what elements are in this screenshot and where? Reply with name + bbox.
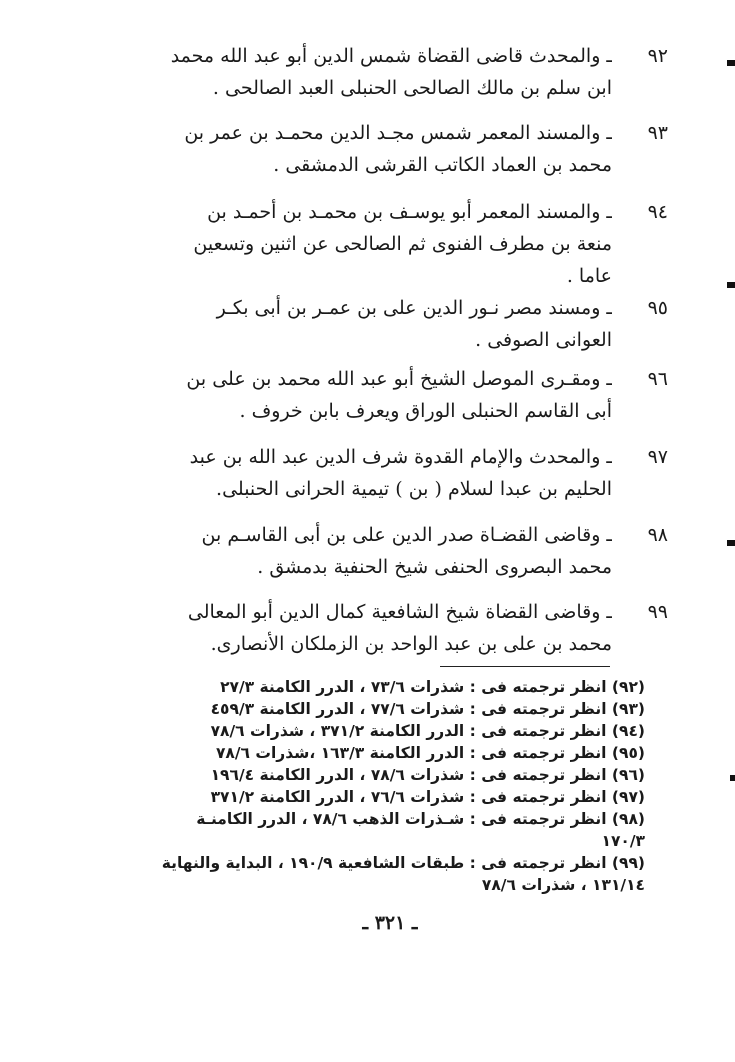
margin-mark (727, 282, 735, 288)
footnote-98: (٩٨) انظر ترجمته فى : شـذرات الذهب ٧٨/٦ ، الدرر الكامنـة (196, 810, 645, 828)
page-number: ـ ٣٢١ ـ (362, 912, 418, 934)
entry-number: ٩٦ (647, 368, 668, 390)
footnote-92: (٩٢) انظر ترجمته فى : شذرات ٧٣/٦ ، الدرر الكامنة ٢٧/٣ (220, 678, 645, 696)
entry-92 (110, 40, 668, 104)
entry-98 (110, 519, 668, 583)
entry-line: ـ ومقـرى الموصل الشيخ أبو عبد الله محمد بن على بن (186, 368, 612, 390)
entry-96 (110, 363, 668, 427)
entry-line: ـ والمسند المعمر شمس مجـد الدين محمـد بن عمر بن (184, 122, 612, 144)
entry-line: محمد البصروى الحنفى شيخ الحنفية بدمشق . (257, 556, 612, 578)
entry-line: ـ وقاضى القضـاة صدر الدين على بن أبى القاسـم بن (201, 524, 612, 546)
entry-number: ٩٣ (647, 122, 668, 144)
footnote-93: (٩٣) انظر ترجمته فى : شذرات ٧٧/٦ ، الدرر الكامنة ٤٥٩/٣ (210, 700, 645, 718)
margin-mark (730, 775, 735, 781)
footnote-94: (٩٤) انظر ترجمته فى : الدرر الكامنة ٣٧١/٢ ، شذرات ٧٨/٦ (210, 722, 645, 740)
footnote-99: (٩٩) انظر ترجمته فى : طبقات الشافعية ١٩٠/٩ ، البداية والنهاية (161, 854, 645, 872)
entry-line: ـ وقاضى القضاة شيخ الشافعية كمال الدين أبو المعالى (187, 601, 612, 623)
margin-mark (727, 540, 735, 546)
entry-line: ـ ومسند مصر نـور الدين على بن عمـر بن أبى بكـر (216, 297, 612, 319)
entry-line: محمد بن على بن عبد الواحد بن الزملكان الأنصارى. (210, 633, 612, 655)
entry-97 (110, 441, 668, 505)
entry-93 (110, 117, 668, 181)
entry-number: ٩٩ (647, 601, 668, 623)
footnote-98-cont: ١٧٠/٣ (601, 832, 645, 850)
footnote-95: (٩٥) انظر ترجمته فى : الدرر الكامنة ١٦٣/٣ ،شذرات ٧٨/٦ (215, 744, 645, 762)
entry-number: ٩٢ (647, 45, 668, 67)
entry-99 (110, 596, 668, 660)
footnote-99-cont: ١٣١/١٤ ، شذرات ٧٨/٦ (481, 876, 645, 894)
footnotes (125, 676, 645, 896)
entry-line: العوانى الصوفى . (475, 329, 612, 351)
entry-94 (110, 196, 668, 292)
entry-line: أبى القاسم الحنبلى الوراق ويعرف بابن خروف . (239, 400, 612, 422)
entry-line: ـ والمحدث قاضى القضاة شمس الدين أبو عبد الله محمد (170, 45, 612, 67)
entry-number: ٩٧ (647, 446, 668, 468)
entry-line: ـ والمحدث والإمام القدوة شرف الدين عبد الله بن عبد (189, 446, 612, 468)
footnote-96: (٩٦) انظر ترجمته فى : شذرات ٧٨/٦ ، الدرر الكامنة ١٩٦/٤ (210, 766, 645, 784)
entry-line: محمد بن العماد الكاتب القرشى الدمشقى . (273, 154, 612, 176)
entry-line: منعة بن مطرف الفنوى ثم الصالحى عن اثنين وتسعين (193, 233, 612, 255)
margin-mark (727, 60, 735, 66)
entry-line: ابن سلم بن مالك الصالحى الحنبلى العبد الصالحى . (212, 77, 612, 99)
entry-line: الحليم بن عبدا لسلام ( بن ) تيمية الحرانى الحنبلى. (216, 478, 612, 500)
entry-line: ـ والمسند المعمر أبو يوسـف بن محمـد بن أحمـد بن (207, 201, 612, 223)
entry-line: عاما . (566, 265, 612, 287)
entry-number: ٩٥ (647, 297, 668, 319)
entry-number: ٩٤ (647, 201, 668, 223)
footnote-97: (٩٧) انظر ترجمته فى : شذرات ٧٦/٦ ، الدرر الكامنة ٣٧١/٢ (210, 788, 645, 806)
entry-95 (110, 292, 668, 356)
footnote-divider (440, 666, 610, 667)
entry-number: ٩٨ (647, 524, 668, 546)
